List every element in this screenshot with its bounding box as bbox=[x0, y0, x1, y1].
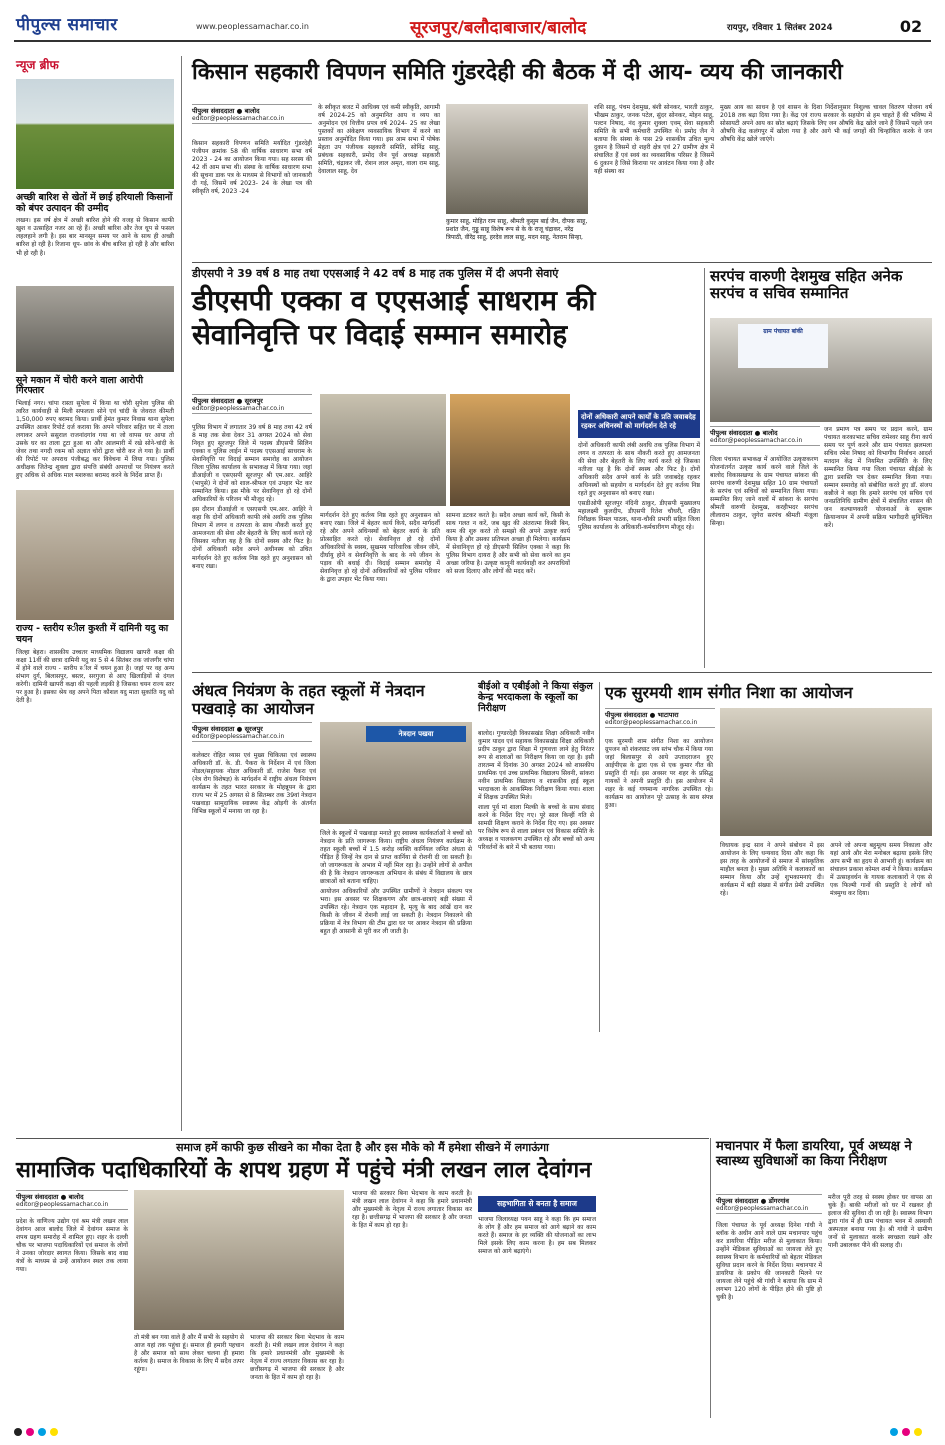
section-title: सूरजपुर/बलौदाबाजार/बालोद bbox=[410, 18, 587, 38]
article2-callout: दोनों अधिकारी आपने कार्यों के प्रति जवाबदेह रहकर अधिनस्थों को मार्गदर्शन देते रहे bbox=[578, 410, 700, 438]
arrest-photo bbox=[16, 286, 174, 372]
article7-col3: भाजपा की सरकार बिना भेदभाव के काम करती है। मंत्री लखन लाल देवांगन ने कहा कि हमारे प्रधानमंत्री और मुख्यमंत्री के नेतृत्व में राज्य लगातार विकास कर रहा है। छत्तीसगढ़ में भाजपा की सरकार है और जनता के हित में काम हो रहा है। bbox=[250, 1334, 344, 1382]
article1-col2: के स्वीकृत बजट में आधिक्य एवं कमी स्वीकृति, आगामी वर्ष 2024-25 को अनुमानित आय व व्यय का अनुमोदन एवं वित्तीय प्रपत्र वर्ष 2024- 25 का लेखा पुस्तकों का अंकेक्षण व्यवसायिक विभाग में करने का प्रस्ताव अनुमोदित किया गया। इस आम सभा में पोषेक मेहता उप पंजीयक सहकारी समिति, सोनिंद्र साहू, प्रबंधक सहकारी, प्रमोद जैन पूर्व अध्यक्ष सहकारी समिति, चंद्राकर जी, रोशन लाल अमृत, वाला राम साहू, देवालाल साहू, देव bbox=[318, 104, 440, 176]
brief-headline-1: अच्छी बारिश से खेतों में छाई हरियाली किसानों को बंपर उत्पादन की उम्मीद bbox=[16, 192, 173, 214]
logo[interactable]: पीपुल्स समाचार bbox=[16, 15, 118, 35]
article7-col2: तो मंत्री बन गया वाले हैं और मैं सभी के सहयोग से आज यहां तक पहुंचा हूं। समाज ही हमारी पहचान है और समाज को साथ लेकर चलना ही हमारा कर्तव्य है। समाज के विकास के लिए मैं सदैव तत्पर रहूंगा। bbox=[134, 1334, 244, 1374]
article2-col2: मार्गदर्शन देते हुए कर्तव्य निष्ठ रहते हुए अनुशासन को बनाए रखा। जिले में बेहतर कार्य किये, सदैव मार्गदर्शी रहे और अपने अधिनस्थों को बेहतर कार्य के प्रति प्रोत्साहित करते रहे। सेवानिवृत्त हो रहे दोनों अधिकारियों के स्वस्थ, सुखमय पारिवारिक जीवन जीने, दीर्घायु होने व सेवानिवृत्ति के बाद के नये जीवन के पड़ाव की बधाई दी। विदाई सम्मान समारोह में सेवानिवृत्त हो रहे दोनों अधिकारियों को पुलिस परिवार के द्वारा उपहार भेंट किया गया। bbox=[320, 512, 440, 584]
article3-col2: जन प्रमाण पत्र समय पर प्रदान करने, ग्राम पंचायत करकाभाट सचिव रामेश्वर साहू रीना कार्य समय पर पूर्ण करने और ग्राम पंचायत झलमला सचिव रमेश निषाद को विभागीय निर्वाचन आदर्श मतदान केंद्र में नियमित उपस्थिति के लिए सम्मानित किया गया जिला पंचायत सीईओ के द्वारा प्रशस्ति पत्र देकर सम्मानित किया गया। सम्मान समारोह को संबोधित करते हुए डॉ. संजय कन्नौजे ने कहा कि हमारे सरपंच एवं सचिव एवं जनप्रतिनिधि ग्रामीण क्षेत्रों में संचालित शासन की जन कल्याणकारी योजनाओं के सुचारू क्रियान्वयन में अपनी सक्रिय भागीदारी सुनिश्चित करें। bbox=[824, 426, 932, 530]
article6-col1: एक सुरमयी शाम संगीत निशा का आयोजन ग्रुपजन को शंकरघाट जय स्तंभ चौक में किया गया जहां बिलासपुर से आये उप्तादराजन हुए आईपीएस के द्वारा एक से एक कुमार गीत की प्रस्तुति दी गई। इस अवसर पर शहर के प्रसिद्ध गायकों ने अपनी प्रस्तुति दी। इस आयोजन में शहर के कई गणमान्य नागरिक उपस्थित रहे। कार्यक्रम का आयोजन पूरे उत्साह के साथ संपन्न हुआ। bbox=[605, 738, 713, 810]
article6-col2: विधायक इन्द्र साव ने अपने संबोधन में इस आयोजन के लिए धन्यवाद दिया और कहा कि इस तरह के आयोजनों से समाज में सांस्कृतिक माहौल बनता है। मुख्य अतिथि ने कलाकारों का सम्मान किया और उन्हें शुभकामनाएं दी। कार्यक्रम में बड़ी संख्या में संगीत प्रेमी उपस्थित रहे। bbox=[720, 842, 824, 898]
article6-photo bbox=[720, 708, 932, 836]
article6-headline: एक सुरमयी शाम संगीत निशा का आयोजन bbox=[605, 683, 853, 702]
registration-bar bbox=[0, 1424, 945, 1436]
article2-divider bbox=[704, 268, 705, 668]
news-brief-label: न्यूज ब्रीफ bbox=[16, 58, 59, 72]
article7-photo bbox=[134, 1190, 344, 1330]
article7-col5: भाजपा जिलाध्यक्ष पवन साहू ने कहा कि हम समाज के लोग हैं और हम समाज को आगे बढ़ाने का काम करते हैं। समाज के हर व्यक्ति की योजनाओं का लाभ मिले इसके लिए काम करना है। हम सब मिलकर समाज को आगे बढ़ाएंगे। bbox=[478, 1216, 596, 1256]
article4-byline: पीपुल्स संवाददाता ● सूरजपुर editor@peoplessamachar.co.in bbox=[192, 722, 312, 742]
article2-col1: पुलिस विभाग में लगातार 39 वर्ष 8 माह तथा 42 वर्ष 8 माह तक सेवा देकर 31 अगस्त 2024 को सेवा निवृत हुए सूरजपुर जिले में पदस्थ डीएसपी सिलिन एक्का व पुलिस लाईन में पदस्थ एएसआई साधराम के सेवानिवृत्ति पर विदाई सम्मान समारोह का आयोजन जिला पुलिस कार्यालय के सभाकक्ष में किया गया। जहां डीआईजी व एसएसपी सूरजपुर श्री एम.आर. आहिरे (भापुसे) ने दोनों को शाल-श्रीफल एवं उपहार भेंट कर सम्मानित किया। इस मौके पर सेवानिवृत्त हो रहे दोनों अधिकारियों के परिजन भी मौजूद रहे। इस दौरान डीआईजी व एसएसपी एम.आर. आहिरे ने कहा कि दोनों अधिकारी काफी लंबे अवधि तक पुलिस विभाग में लगन व तत्परता के साथ नौकरी करते हुए आमजनता की सेवा और बेहतरी के लिए कार्य करते रहे जिसका नतीजा यह है कि दोनों स्वस्थ और फिट है। दोनों अधिकारी सदैव अपने अधीनस्थ को उचित मार्गदर्शन देते हुए कर्तव्य निष्ठ रहते हुए अनुशासन को बनाए रखा। bbox=[192, 424, 312, 570]
article8-byline: पीपुल्स संवाददाता ● डोंगरगांव editor@peoplessamachar.co.in bbox=[716, 1194, 822, 1214]
article1-byline: पीपुल्स संवाददाता ● बालोद editor@peoplessamachar.co.in bbox=[192, 104, 312, 124]
article3-rule bbox=[192, 672, 932, 673]
article5-col: बालोद। गुण्डरदेही विकासखंड शिक्षा अधिकारी नवीन कुमार यादव एवं सहायक विकासखंड शिक्षा अधिकारी प्रदीप ठाकुर द्वारा शिक्षा में गुणवत्ता लाने हेतु निरंतर रूप से शालाओं का निरीक्षण किया जा रहा है। इसी तारतम्य में दिनांक 30 अगस्त 2024 को शासकीय प्राथमिक एवं उच्च प्राथमिक विद्यालय सिवनी, सांकरा नवीन प्राथमिक विद्यालय व शासकीय हाई स्कूल भरदाकला के आकस्मिक निरीक्षण किया गया। शाला में शिक्षक उपस्थित मिले। शाला पूर्व मां शाला मिल्की के बच्चों के साथ संवाद करने के निर्देश दिए गए। पूरे साल किन्हीं गति से सामग्री शिक्षण कराने के निर्देश दिए गए। इस अवसर पर विशेष रूप से शाला प्रबंधन एवं विकास समिति के अध्यक्ष व पालकगण उपस्थित रहे और बच्चों को अन्य परिवर्तनों के बारे में भी बताया गया। bbox=[478, 730, 594, 852]
article1-headline: किसान सहकारी विपणन समिति गुंडरदेही की बैठक में दी आय- व्यय की जानकारी bbox=[192, 60, 843, 85]
article7-divider bbox=[710, 1138, 711, 1418]
article2-col3: सामना डटकर करते है। सदैव अच्छा कार्य करें, किसी के साथ गलत न करें, जब खुद की अंतरात्मा किसी बिन, काम की शुरु करते तो समझो की अपने उत्कृष्ट कार्य किया है और उसका प्रतिफल अच्छा ही मिलेगा। कार्यक्रम में सेवानिवृत्त हो रहे डीएसपी सिलिन एक्का ने कहा कि पुलिस विभाग दायरा है और सभी को सेवा करने का हम अच्छा जरिया है। उत्कृष्ट कानूनी कार्यवाही कर अपराधियों को सजा दिलाए और लोगों की मदद करें। bbox=[446, 512, 570, 576]
article4-headline: अंधत्व नियंत्रण के तहत स्कूलों में नेत्रदान पखवाड़े का आयोजन bbox=[192, 681, 425, 719]
article1-meeting-photo bbox=[446, 104, 588, 214]
article2-photo-2 bbox=[450, 394, 570, 506]
article3-col1: जिला पंचायत सभाकक्ष में आयोजित उत्कृष्टकरण योजनांतर्गत उत्कृष्ट कार्य करने वाले जिले के बालोद विकासखण्ड के ग्राम पंचायत सांकरा की सरपंच वारुणी देशमुख सहित 10 ग्राम पंचायतों के सरपंच एवं सचिवों को सम्मानित किया गया। सम्मानित किए जाने वालों में सांकरा के सरपंच श्रीमती वारुणी देशमुख, करहीभदर सरपंच लीलाराम ठाकुर, जुगेरा सरपंच श्रीमती मंजूला सिन्हा। bbox=[710, 456, 818, 528]
masthead bbox=[0, 0, 945, 42]
article3-byline: पीपुल्स संवाददाता ● बालोद editor@peoplessamachar.co.in bbox=[710, 426, 820, 446]
article7-byline: पीपुल्स संवाददाता ● बालोद editor@peoplessamachar.co.in bbox=[16, 1190, 128, 1210]
article7-headline: सामाजिक पदाधिकारियों के शपथ ग्रहण में पहुंचे मंत्री लखन लाल देवांगन bbox=[16, 1158, 592, 1183]
page-number: 02 bbox=[896, 14, 926, 40]
article4-col2: जिले के स्कूलों में पखवाड़ा मनाते हुए स्वास्थ्य कार्यकर्ताओं ने बच्चों को नेत्रदान के प्रति जागरूक किया। राष्ट्रीय अंधत्व नियंत्रण कार्यक्रम के तहत स्कूली बच्चों में 1.5 करोड़ व्यक्ति कार्नियल जनित अंधता से पीड़ित हैं जिन्हें नेत्र दान से प्राप्त कार्निया से रोशनी दी जा सकती है। जो जागरूकता के अभाव में नहीं मिल रहा है। उन्होंने लोगों से अपील की है कि नेत्रदान जागरूकता अभियान के संबंध में विद्यालय के छात्र छात्राओं को बताना चाहिए। आयोजन अधिकारियों और उपस्थित ग्रामीणों ने नेत्रदान संकल्प पत्र भरा। इस अवसर पर शिक्षकगण और छात्र-छात्राएं बड़ी संख्या में उपस्थित रहे। नेत्रदान एक महादान है, मृत्यु के बाद आंखें दान कर किसी के जीवन में रोशनी लाई जा सकती है। नेत्रदान निकालने की प्रक्रिया में नेत्र विभाग की टीम द्वारा घर पर आकर नेत्रदान की प्रक्रिया बहुत ही आसानी से पूरी कर ली जाती है। bbox=[320, 830, 472, 936]
brief-body-1: लखन। इस वर्ष क्षेत्र में अच्छी बारिश होने की वजह से किसान काफी खुश व उत्साहित नजर आ रहे हैं। अच्छी बारिश और तेज धूप से फसल लहलहाने लगी है। इस बार मानसून समय पर आने के साथ ही अच्छी बारिश हो रही है। रिजाना धूप- छांव के बीच बारिश हो रही है और बारिश भी हो रही है। bbox=[16, 217, 174, 257]
article2-kicker: डीएसपी ने 39 वर्ष 8 माह तथा एएसआई ने 42 वर्ष 8 माह तक पुलिस में दी अपनी सेवाएं bbox=[192, 267, 559, 280]
farm-field-photo bbox=[16, 79, 174, 189]
article4-sign: नेत्रदान पखवा bbox=[366, 726, 466, 742]
article3-headline: सरपंच वारुणी देशमुख सहित अनेक सरपंच व सचिव सम्मानित bbox=[710, 267, 903, 303]
article5-divider bbox=[599, 682, 600, 1032]
article8-col2: मरीज पूरी तरह से स्वस्थ होकर घर वापस आ चुके हैं। बाकी मरीजों को घर में रखकर ही इलाज की सुविधा दी जा रही है। स्वास्थ्य विभाग द्वारा गांव में ही ग्राम पंचायत भवन में अस्थायी अस्पताल बनाया गया है। श्री गांधी ने ग्रामीण जनों से मुलाकात करके स्वच्छता रखने और पानी उबालकर पीने की सलाह दी। bbox=[828, 1194, 932, 1250]
article4-photo bbox=[320, 722, 472, 824]
article1-caption: कुमार साहू, मोहित राम साहू, श्रीमती कुसुम बाई जैन, दीपक साहू, प्रशांत जैन, गुड्डू साहू विशेष रूप से के के राजू चंद्राकर, नरेंद्र त्रिपाठी, वीरेंद्र साहू, हरदेव लाल साहू, मदन साहू, नेतराम सिन्हा, bbox=[446, 218, 588, 241]
article3-photo bbox=[710, 318, 932, 422]
article2-photo-1 bbox=[320, 394, 446, 506]
article7-rule bbox=[16, 1138, 709, 1139]
article8-col1: जिला पंचायत के पूर्व अध्यक्ष दिनेश गांधी ने ब्लॉक के अधीन आने वाले ग्राम मचानपार पहुंच कर डायरिया पीड़ित मरीज से मुलाकात किया। उन्होंने मेडिकल सुविधाओं का जायजा लेते हुए स्वास्थ्य विभाग के कर्मचारियों को बेहतर मेडिकल सुविधा प्रदान करने के निर्देश दिया। मचानपार में डायरिया के प्रकोप की जानकारी मिलने पर जायजा लेने पहुंचे श्री गांधी ने बताया कि ग्राम में लगभग 120 लोगों के पीड़ित होने की पुष्टि हो चुकी है। bbox=[716, 1222, 822, 1302]
article7-kicker: समाज हमें काफी कुछ सीखने का मौका देता है और इस मौके को मैं हमेशा सीखने में लगाऊंगा bbox=[176, 1141, 549, 1154]
brief-body-3: जिल्हा बेहरा। शासकीय उच्चतर माध्यमिक विद्यालय खापरी कक्षा की कक्षा 11वीं की छात्रा दामिनी यदु का 5 से 4 सितंबर तक जांजगीर चांपा में होने वाले राज्य - स्तरीय स्‍ील में चयन हुआ है। जहां पर वह अन्य संभाग दुर्ग, बिलासपुर, बस्तर, सरगुजा से आए खिलाड़ियों से दंगल करेगी। दामिनी खापरी कक्षा की पहली लड़की है जिसका चयन राज्य स्तर पर हुआ है। इसका श्रेय वह अपने पिता कौशल यदु माता सुकांति यदु को देती है। bbox=[16, 648, 174, 704]
article1-col4: मुख्य आय का साधन है एवं शासन के दिशा निर्देशानुसार निशुल्क चावल वितरण योजना वर्ष 2018 तक बढ़ा दिया गया है। केंद्र एवं राज्य सरकार के सहयोग से हम चाहते हैं की भविष्य में सोसायटी अपने आय का स्रोत बढ़ाएं जिसके लिए जन औषधि केंद्र खोले जाने हैं जिसमें पहले जन औषधि केंद्र कलंगपुर में खोला गया है और आगे भी कई जगहों की चिन्हांकित करके वे जन औषधि केंद्र खोले जाएंगे। bbox=[720, 104, 932, 144]
article1-rule bbox=[192, 262, 932, 263]
wrestling-team-photo bbox=[16, 490, 174, 620]
article6-col3: अपने जो अपना बहुमूल्य समय निकाला और यहां आये और मेरा मनोबल बढ़ाया इसके लिए आप सभी का हृदय से आभारी हूं। कार्यक्रम का संचालन प्रकाश कोमल शर्मा ने किया। कार्यक्रम में उत्साहवर्धन के गायक कलाकारों ने एक से एक फिल्मी गानों की प्रस्तुति दे लोगों को मंत्रमुग्ध कर दिया। bbox=[830, 842, 932, 898]
issue-date: रायपुर, रविवार 1 सितंबर 2024 bbox=[727, 23, 833, 33]
article7-col4: भाजपा की सरकार बिना भेदभाव के काम करती है। मंत्री लखन लाल देवांगन ने कहा कि हमारे प्रधानमंत्री और मुख्यमंत्री के नेतृत्व में राज्य लगातार विकास कर रहा है। छत्तीसगढ़ में भाजपा की सरकार है और जनता के हित में काम हो रहा है। bbox=[352, 1190, 472, 1230]
article1-col1: किसान सहकारी विपणन समिति मर्यादित गुंडरदेही पंजीयन क्रमांक 58 की वार्षिक साधारण सभा वर्ष 2023 - 24 का आयोजन किया गया। सह सरस्य की 42 वीं आम सभा थी। संस्था के वार्षिक साधारण सभा की सूचना डाक पत्र के माध्यम से विभागों को जानकारी दी गई, जिसमें वर्ष 2023- 24 के लेखा पत्र की स्वीकृति वर्ष, 2023 -24 bbox=[192, 140, 312, 196]
article8-headline: मचानपार में फैला डायरिया, पूर्व अध्यक्ष ने स्वास्थ्य सुविधाओं का किया निरीक्षण bbox=[716, 1139, 912, 1169]
article7-callout: सहभागिता से बनता है समाज bbox=[478, 1196, 596, 1212]
article6-byline: पीपुल्स संवाददाता ● भाटापारा editor@peoplessamachar.co.in bbox=[605, 708, 715, 728]
brief-headline-2: सूने मकान में चोरी करने वाला आरोपी गिरफ्तार bbox=[16, 374, 144, 397]
masthead-rule bbox=[14, 40, 931, 42]
article2-col4: दोनों अधिकारी काफी लंबी अवधि तक पुलिस विभाग में लगन व तत्परता के साथ नौकरी करते हुए आमजनता की सेवा और बेहतरी के लिए कार्य करते रहे जिसका नतीजा यह है कि दोनों स्वस्थ और फिट है। दोनों अधिकारी सदैव अपने कार्य के प्रति जवाबदेह रहकर अधिनस्थों को सहयोग व मार्गदर्शन देते हुए कर्तव्य निष्ठ रहते हुए अनुशासन को बनाए रखा। एसडीओपी सूरजपुर नंदिनी ठाकुर, डीएसपी मुख्यालय महालक्ष्मी कुलदीप, डीएसपी रितेश चौधरी, रक्षित निरीक्षक विमल पाठक, थाना-चौकी प्रभारी सहित जिला पुलिस कार्यालय के अधिकारी-कर्मचारीगण मौजूद रहे। bbox=[578, 442, 700, 532]
article2-byline: पीपुल्स संवाददाता ● सूरजपुर editor@peoplessamachar.co.in bbox=[192, 394, 312, 414]
site-url[interactable]: www.peoplessamachar.co.in bbox=[196, 22, 309, 31]
brief-divider bbox=[181, 56, 182, 1131]
article1-col3: शशि साहू, पंचम देशमुख, बंशी सोनकर, भारती ठाकुर, भीखम ठाकुर, जनक पटेल, सुंदर सोनकर, मोहन साहू, पल्टन निषाद, नंद कुमार शुक्ला एवम् सेवा सहकारी समिति के सभी कर्मचारी उपस्थित थे। प्रमोद जैन ने बताया कि संस्था के पास 29 शासकीय उचित मूल्य दुकान है जिसमें दो शहरी क्षेत्र एवं 27 ग्रामीण क्षेत्र में संचालित हैं एवं स्वयं का व्यवसायिक परिसर है जिसमें 6 दुकान है जिसे किराया पर आवंटन किया गया है और यही संस्था का bbox=[594, 104, 714, 176]
news-brief-column bbox=[16, 56, 174, 1136]
article4-col1: कलेक्टर रोहित व्यास एवं मुख्य चिकित्सा एवं स्वास्थ्य अधिकारी डॉ. के. डी. पैकरा के निर्देशन में एवं जिला नोडल/सहायक नोडल अधिकारी डॉ. राजेश पैकरा एवं (नेत्र रोग विशेषज्ञ) के मार्गदर्शन में राष्ट्रीय अंधत्व नियंत्रण कार्यक्रम के तहत भारत सरकार के मोहन्नूयन के द्वारा राज्य भर में 25 अगस्त से 8 सितम्बर तक 39वां नेत्रदान पखवाड़ा सामुदायिक स्वास्थ्य केंद्र ओड़गी के अंतर्गत विभिन्न स्कूलों में मनाया जा रहा है। bbox=[192, 752, 316, 816]
article7-col1: प्रदेश के वाणिज्य उद्योग एवं श्रम मंत्री लखन लाल देवांगन आज बालोद जिले में देवांगन समाज के शपथ ग्रहण समारोह में शामिल हुए। शहर के दल्ली चौक पर भाजपा पदाधिकारियों एवं समाज के लोगों ने उनका जोरदार स्वागत किया। जिसके बाद वाद्य यंत्रों के माध्यम से उन्हें आयोजन स्थल तक लाया गया। bbox=[16, 1218, 128, 1274]
brief-body-2: भिलाई नगर। चांपा रास्ता सुपेला में किया था चोरी सुपेला पुलिस की त्वरित कार्यवाही से मिली सफलता सोने एवं चांदी के जेवरात कीमती 1,50,000 रुपए बरामद किया। प्रार्थी हेमंत कुमार निवास थाना सुपेला उपस्थित आकर रिपोर्ट दर्ज कराया कि अपने परिवार सहित घर में ताला लगाकर अपने ससुराल राजनांदगांव गया था जो वापस घर आया तो उसके घर का ताला टूटा हुआ था और आलमारी में रखे सोने-चांदी के जेवर तथा नगदी रकम को अज्ञात चोरों द्वारा चोरी कर ले गया है। प्रार्थी की रिपोर्ट पर अपराध पंजीबद्ध कर विवेचना में लिया गया। पुलिस अधीक्षक जितेन्द्र शुक्ला द्वारा संपत्ति संबंधी अपराधों पर नियंत्रण करते हुए अधिक से अधिक माल मशरुका बरामद करने के निर्देश प्राप्त हैं। bbox=[16, 399, 174, 480]
brief-headline-3: राज्य - स्तरीय स्‍ील कुश्ती में दामिनी यदु का चयन bbox=[16, 623, 169, 645]
article3-banner: ग्राम पंचायत बांकी bbox=[738, 324, 828, 368]
article2-headline: डीएसपी एक्का व एएसआई साधराम की सेवानिवृत्ति पर विदाई सम्मान समारोह bbox=[192, 284, 596, 351]
article5-headline: बीईओ व एबीईओ ने किया संकुल केन्द्र भरदाकला के स्कूलों का निरीक्षण bbox=[478, 681, 593, 714]
